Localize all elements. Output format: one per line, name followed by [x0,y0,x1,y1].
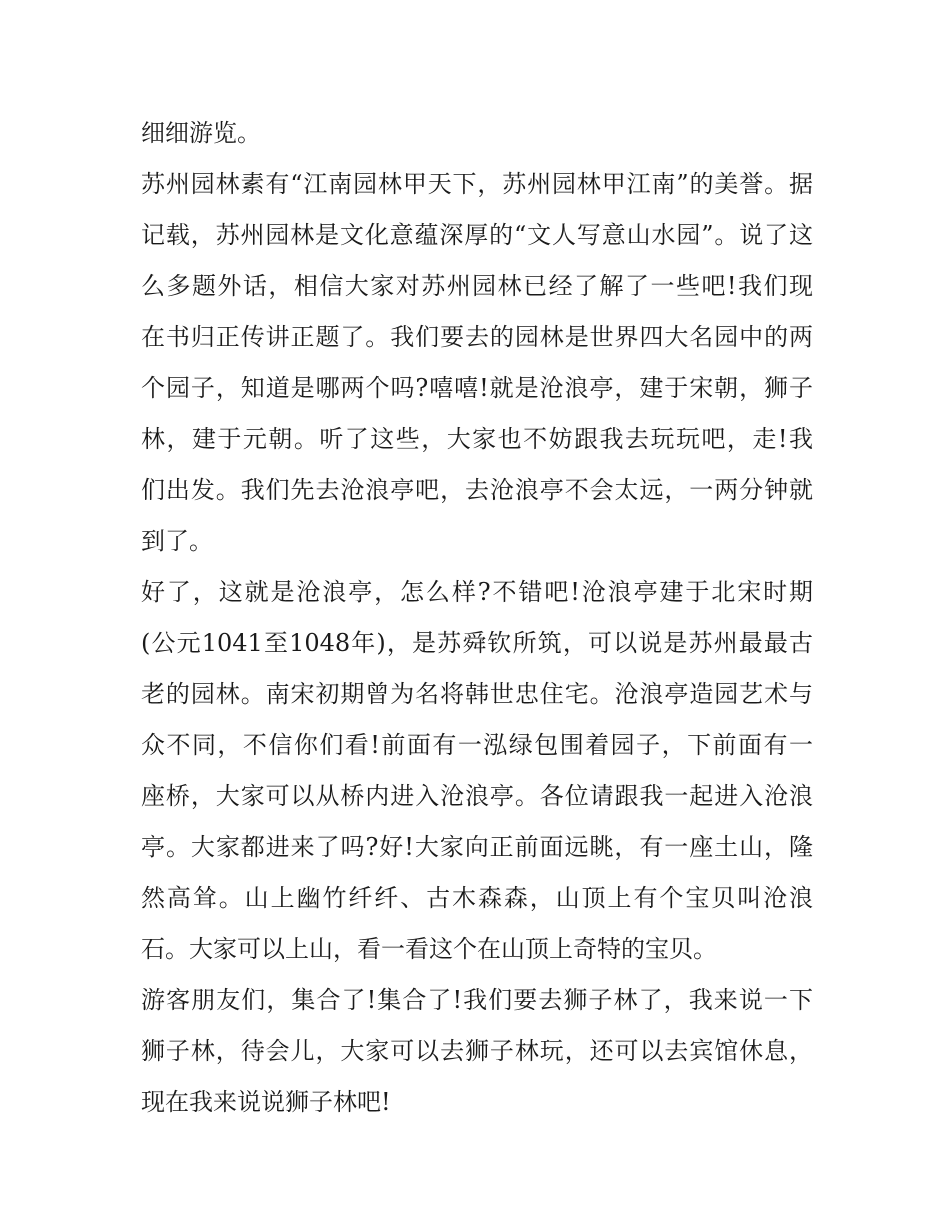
text-line: 石。大家可以上山，看一看这个在山顶上奇特的宝贝。 [141,935,717,963]
text-line: 狮子林，待会儿，大家可以去狮子林玩，还可以去宾馆休息， [141,1037,813,1065]
text-line: 现在我来说说狮子林吧! [141,1088,391,1116]
text-line: 苏州园林素有“江南园林甲天下，苏州园林甲江南”的美誉。据 [141,170,813,198]
text-line: 游客朋友们，集合了!集合了!我们要去狮子林了，我来说一下 [141,986,813,1014]
text-line: 到了。 [141,527,213,555]
text-line: 们出发。我们先去沧浪亭吧，去沧浪亭不会太远，一两分钟就 [141,476,813,504]
text-line: 座桥，大家可以从桥内进入沧浪亭。各位请跟我一起进入沧浪 [141,782,813,810]
text-line: 细细游览。 [141,119,261,147]
text-line: 然高耸。山上幽竹纤纤、古木森森，山顶上有个宝贝叫沧浪 [141,884,813,912]
text-line: 众不同，不信你们看!前面有一泓绿包围着园子，下前面有一 [141,731,813,759]
text-line: 林，建于元朝。听了这些，大家也不妨跟我去玩玩吧，走!我 [141,425,813,453]
text-line: 在书归正传讲正题了。我们要去的园林是世界四大名园中的两 [141,323,813,351]
text-line: 老的园林。南宋初期曾为名将韩世忠住宅。沧浪亭造园艺术与 [141,680,813,708]
text-line: 记载，苏州园林是文化意蕴深厚的“文人写意山水园”。说了这 [141,221,813,249]
text-line: 亭。大家都进来了吗?好!大家向正前面远眺，有一座土山，隆 [141,833,813,861]
body-text [141,108,813,1128]
text-line: 个园子，知道是哪两个吗?嘻嘻!就是沧浪亭，建于宋朝，狮子 [141,374,813,402]
text-line: (公元1041至1048年)，是苏舜钦所筑，可以说是苏州最最古 [141,629,813,657]
text-line: 么多题外话，相信大家对苏州园林已经了解了一些吧!我们现 [141,272,813,300]
text-line: 好了，这就是沧浪亭，怎么样?不错吧!沧浪亭建于北宋时期 [141,578,813,606]
